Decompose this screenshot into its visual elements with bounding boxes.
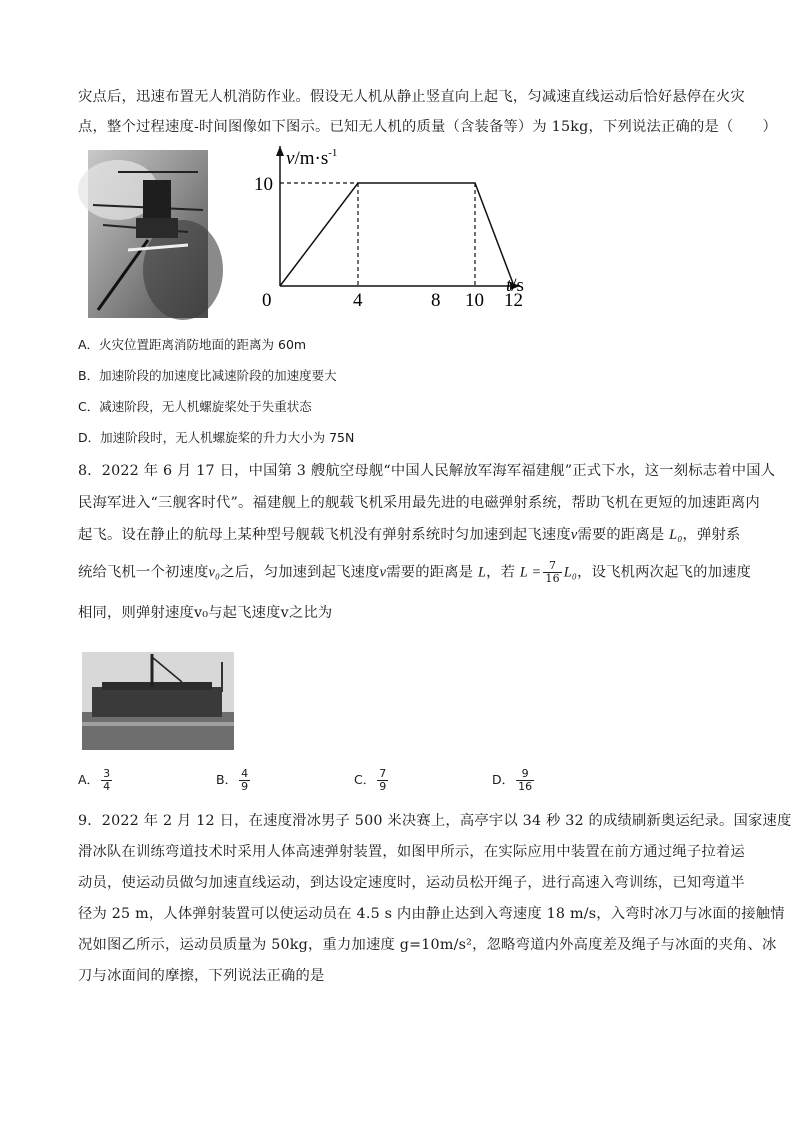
x-tick-label: 8: [431, 290, 441, 311]
x-axis-label: t/s: [506, 275, 524, 296]
option-fraction: $\frac{7}{9}$: [379, 767, 387, 793]
origin-label: 0: [262, 290, 272, 311]
ratio-fraction: $\frac{7}{16}$: [545, 559, 560, 585]
chart-dashed-guides: [280, 183, 475, 286]
q8-text-line4: 统给飞机一个初速度v₀之后，匀加速到起飞速度v需要的距离是 L，若 L = $\frac{7}{16}$ L₀，设飞机两次起飞的加速度: [78, 559, 752, 585]
q7-option-c[interactable]: C．减速阶段，无人机螺旋桨处于失重状态: [78, 399, 312, 414]
aircraft-carrier-photo: [82, 652, 234, 750]
q9-text-line6: 刀与冰面间的摩擦，下列说法正确的是: [78, 968, 325, 984]
q8-text-line5: 相同，则弹射速度v₀与起飞速度v之比为: [78, 605, 333, 621]
q8-text-line3: 起飞。设在静止的航母上某种型号舰载飞机没有弹射系统时匀加速到起飞速度v需要的距离是 L₀，弹射系: [78, 527, 741, 543]
q8-option-a[interactable]: A． $\frac{3}{4}$: [78, 767, 111, 793]
velocity-series-line: [280, 183, 514, 286]
option-fraction: $\frac{9}{16}$: [518, 767, 533, 793]
q9-text-line5: 况如图乙所示，运动员质量为 50kg，重力加速度 g=10m/s²，忽略弯道内外高度差及绳子与冰面的夹角、冰: [78, 937, 777, 953]
x-tick-label: 4: [353, 290, 363, 311]
y-tick-label: 10: [254, 174, 273, 195]
q9-text-line1: 9．2022 年 2 月 12 日，在速度滑冰男子 500 米决赛上，高亭宇以 34 秒 32 的成绩刷新奥运纪录。国家速度: [78, 813, 792, 829]
q9-text-line4: 径为 25 m，人体弹射装置可以使运动员在 4.5 s 内由静止达到入弯速度 18 m/s，入弯时冰刀与冰面的接触情: [78, 906, 785, 922]
q7-text-line1: 灾点后，迅速布置无人机消防作业。假设无人机从静止竖直向上起飞，匀减速直线运动后恰好悬停在火灾: [78, 89, 745, 105]
q7-option-b[interactable]: B．加速阶段的加速度比减速阶段的加速度要大: [78, 368, 337, 383]
q8-option-d[interactable]: D． $\frac{9}{16}$: [492, 767, 533, 793]
q7-text-line2: 点，整个过程速度-时间图像如下图示。已知无人机的质量（含装备等）为 15kg，下列说法正确的是（ ）: [78, 119, 777, 135]
q7-option-a[interactable]: A．火灾位置距离消防地面的距离为 60m: [78, 337, 307, 352]
drone-photo: [88, 150, 208, 318]
q9-text-line3: 动员，使运动员做匀加速直线运动，到达设定速度时，运动员松开绳子，进行高速入弯训练，已知弯道半: [78, 875, 745, 891]
q8-option-c[interactable]: C． $\frac{7}{9}$: [354, 767, 387, 793]
option-fraction: $\frac{3}{4}$: [103, 767, 111, 793]
q8-option-b[interactable]: B． $\frac{4}{9}$: [216, 767, 249, 793]
x-tick-label: 12: [504, 290, 523, 311]
q8-text-line2: 民海军进入“三舰客时代”。福建舰上的舰载飞机采用最先进的电磁弹射系统，帮助飞机在更短的加速距离内: [78, 495, 760, 511]
option-fraction: $\frac{4}{9}$: [241, 767, 249, 793]
y-axis-label: $v/m\cdot s^{-1}$: [286, 147, 338, 169]
x-tick-label: 10: [465, 290, 484, 311]
q8-text-line1: 8．2022 年 6 月 17 日，中国第 3 艘航空母舰“中国人民解放军海军福建舰”正式下水，这一刻标志着中国人: [78, 463, 776, 479]
q7-option-d[interactable]: D．加速阶段时，无人机螺旋桨的升力大小为 75N: [78, 430, 355, 445]
velocity-time-chart: [254, 138, 558, 316]
q9-text-line2: 滑冰队在训练弯道技术时采用人体高速弹射装置，如图甲所示，在实际应用中装置在前方通过绳子拉着运: [78, 844, 745, 860]
